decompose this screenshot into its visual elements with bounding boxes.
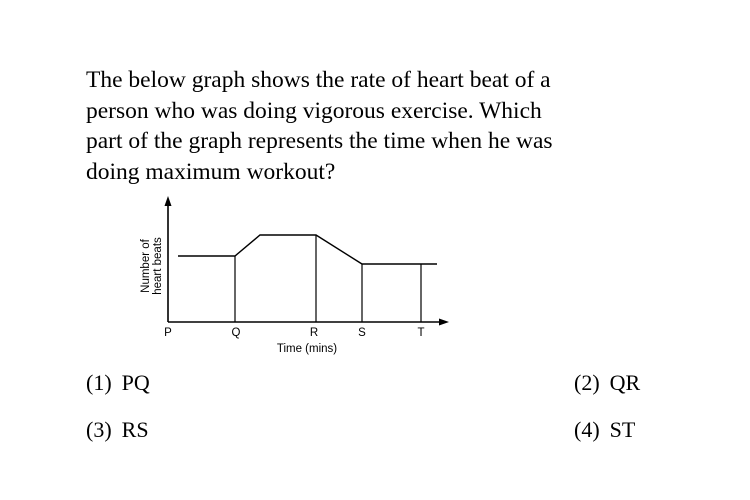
option-number: (1) [86, 370, 112, 395]
option-number: (2) [574, 370, 600, 395]
heart-rate-curve [178, 235, 437, 264]
option-text: ST [609, 417, 636, 442]
y-axis-label-line1: Number of [140, 239, 152, 293]
option-number: (3) [86, 417, 112, 442]
question-line: part of the graph represents the time when he was [86, 128, 553, 154]
y-axis-arrow [165, 196, 172, 206]
question-line: person who was doing vigorous exercise. Which [86, 97, 542, 124]
x-axis-label: Time (mins) [276, 343, 338, 355]
point-label-t: T [417, 327, 425, 339]
x-axis-arrow [439, 319, 449, 326]
question-line: The below graph shows the rate of heart beat of a [86, 67, 551, 93]
option-text: QR [609, 370, 641, 395]
point-label-r: R [309, 327, 319, 339]
question-line: doing maximum workout? [86, 158, 336, 185]
option-3[interactable] [86, 417, 149, 443]
point-label-s: S [358, 327, 366, 339]
point-label-q: Q [231, 327, 241, 339]
option-text: PQ [121, 370, 150, 395]
option-2[interactable] [574, 370, 640, 396]
option-text: RS [121, 417, 149, 442]
option-number: (4) [574, 417, 600, 442]
option-4[interactable] [574, 417, 635, 443]
option-1[interactable] [86, 370, 150, 396]
point-label-p: P [164, 327, 172, 339]
y-axis-label-line2: heart beats [152, 237, 164, 295]
